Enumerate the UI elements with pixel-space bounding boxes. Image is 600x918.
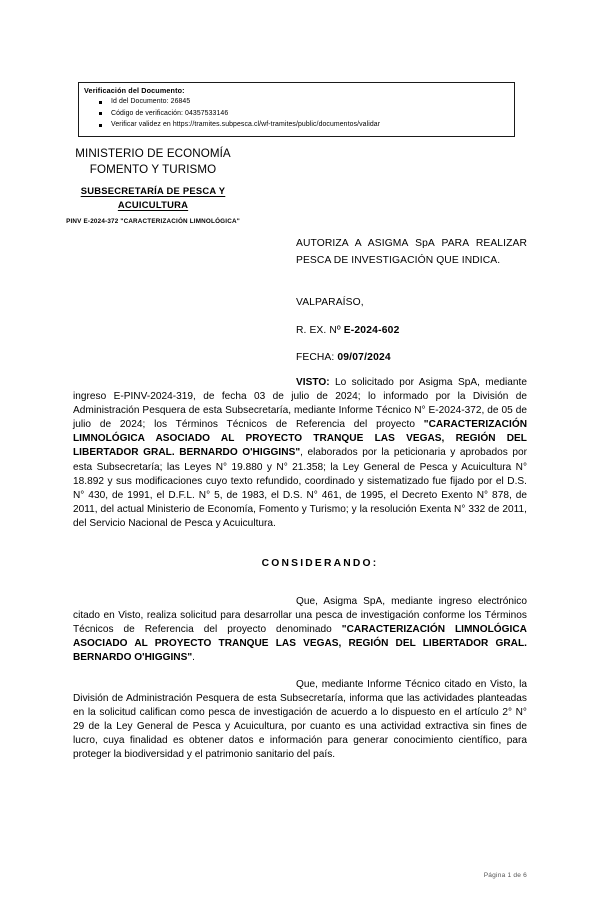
resolution-number-label: R. EX. Nº <box>296 325 344 336</box>
subsecretaria-line-2: ACUICULTURA <box>117 198 189 210</box>
verification-list <box>79 96 514 131</box>
paragraph-considerando-1 <box>73 595 527 665</box>
ministry-line-2: FOMENTO Y TURISMO <box>89 162 217 176</box>
list-item: Código de verificación: 04357533146 <box>99 108 514 120</box>
verification-title: Verificación del Documento: <box>84 86 185 95</box>
resolution-subject: AUTORIZA A ASIGMA SpA PARA REALIZAR PESCA DE INVESTIGACIÓN QUE INDICA. <box>296 238 527 266</box>
resolution-number-value: E-2024-602 <box>343 325 400 336</box>
list-item: Verificar validez en https://tramites.subpesca.cl/wf-tramites/public/documentos/validar <box>99 119 514 131</box>
project-reference: PINV E-2024-372 "CARACTERIZACIÓN LIMNOLÓGICA" <box>66 218 240 225</box>
resolution-heading-block <box>296 236 527 363</box>
paragraph-visto <box>73 376 527 531</box>
resolution-date-label: FECHA: <box>296 352 338 363</box>
considerando-heading: CONSIDERANDO: <box>261 558 379 570</box>
visto-text-part-1: Lo solicitado por Asigma SpA, mediante ingreso E-PINV-2024-319, de fecha 03 de julio de 2024; lo informado por la División de Administración Pesquera de esta Subsecretaría, mediante Informe Técnico N° E-2024-372, de 05 de julio de 2024; los Términos Técnicos de Referencia del proyecto <box>73 377 527 431</box>
ministry-line-1: MINISTERIO DE ECONOMÍA <box>75 147 231 160</box>
ministry-name <box>28 146 278 177</box>
considerando-1-text-part-1: Que, Asigma SpA, mediante ingreso electrónico citado en Visto, realiza solicitud para desarrollar una pesca de investigación conforme los Términos Técnicos de Referencia del proyecto denominado <box>73 596 527 636</box>
letterhead <box>28 146 278 226</box>
paragraph-considerando-2: Que, mediante Informe Técnico citado en Visto, la División de Administración Pesquera de esta Subsecretaría, informa que las actividades planteadas en la solicitud califican como pesca de investigación de acuerdo a lo dispuesto en el artículo 2° N° 29 de la Ley General de Pesca y Acuicultura, por cuanto es una actividad extractiva sin fines de lucro, cuya finalidad es obtener datos e información para generar conocimiento científico, para proteger la biodiversidad y el patrimonio sanitario del país. <box>73 678 527 760</box>
document-verification-box <box>78 82 515 137</box>
place-of-issue: VALPARAÍSO, <box>296 297 364 308</box>
considerando-1-project-title: "CARACTERIZACIÓN LIMNOLÓGICA ASOCIADO AL PROYECTO TRANQUE LAS VEGAS, REGIÓN DEL LIBERTADOR GRAL. BERNARDO O'HIGGINS" <box>73 624 527 664</box>
visto-label: VISTO: <box>296 377 330 388</box>
list-item: Id del Documento: 26845 <box>99 96 514 108</box>
resolution-date-value: 09/07/2024 <box>337 352 391 363</box>
subsecretaria-line-1: SUBSECRETARÍA DE PESCA Y <box>80 185 226 196</box>
resolution-number-line <box>296 325 527 336</box>
visto-project-title: "CARACTERIZACIÓN LIMNOLÓGICA ASOCIADO AL PROYECTO TRANQUE LAS VEGAS, REGIÓN DEL LIBERTADOR GRAL. BERNARDO O'HIGGINS" <box>73 419 527 459</box>
subsecretaria-name <box>28 184 278 211</box>
visto-text-part-2: , elaborados por la peticionaria y aprobados por esta Subsecretaría; las Leyes N° 19.880 y N° 21.358; la Ley General de Pesca y Acuicultura N° 18.892 y sus modificaciones cuyo texto refundido, coordinado y sistematizado fue fijado por el D.S. N° 430, de 1991, el D.F.L. N° 5, de 1983, el D.S. N° 461, de 1995, el Decreto Exento N° 878, de 2011, del actual Ministerio de Economía, Fomento y Turismo; y la resolución Exenta N° 332 de 2011, del Servicio Nacional de Pesca y Acuicultura. <box>73 447 527 529</box>
considerando-1-text-part-2: . <box>192 652 195 664</box>
page-number: Página 1 de 6 <box>483 872 527 879</box>
document-body <box>73 376 527 762</box>
resolution-date-line <box>296 352 527 363</box>
page-footer <box>0 872 527 879</box>
